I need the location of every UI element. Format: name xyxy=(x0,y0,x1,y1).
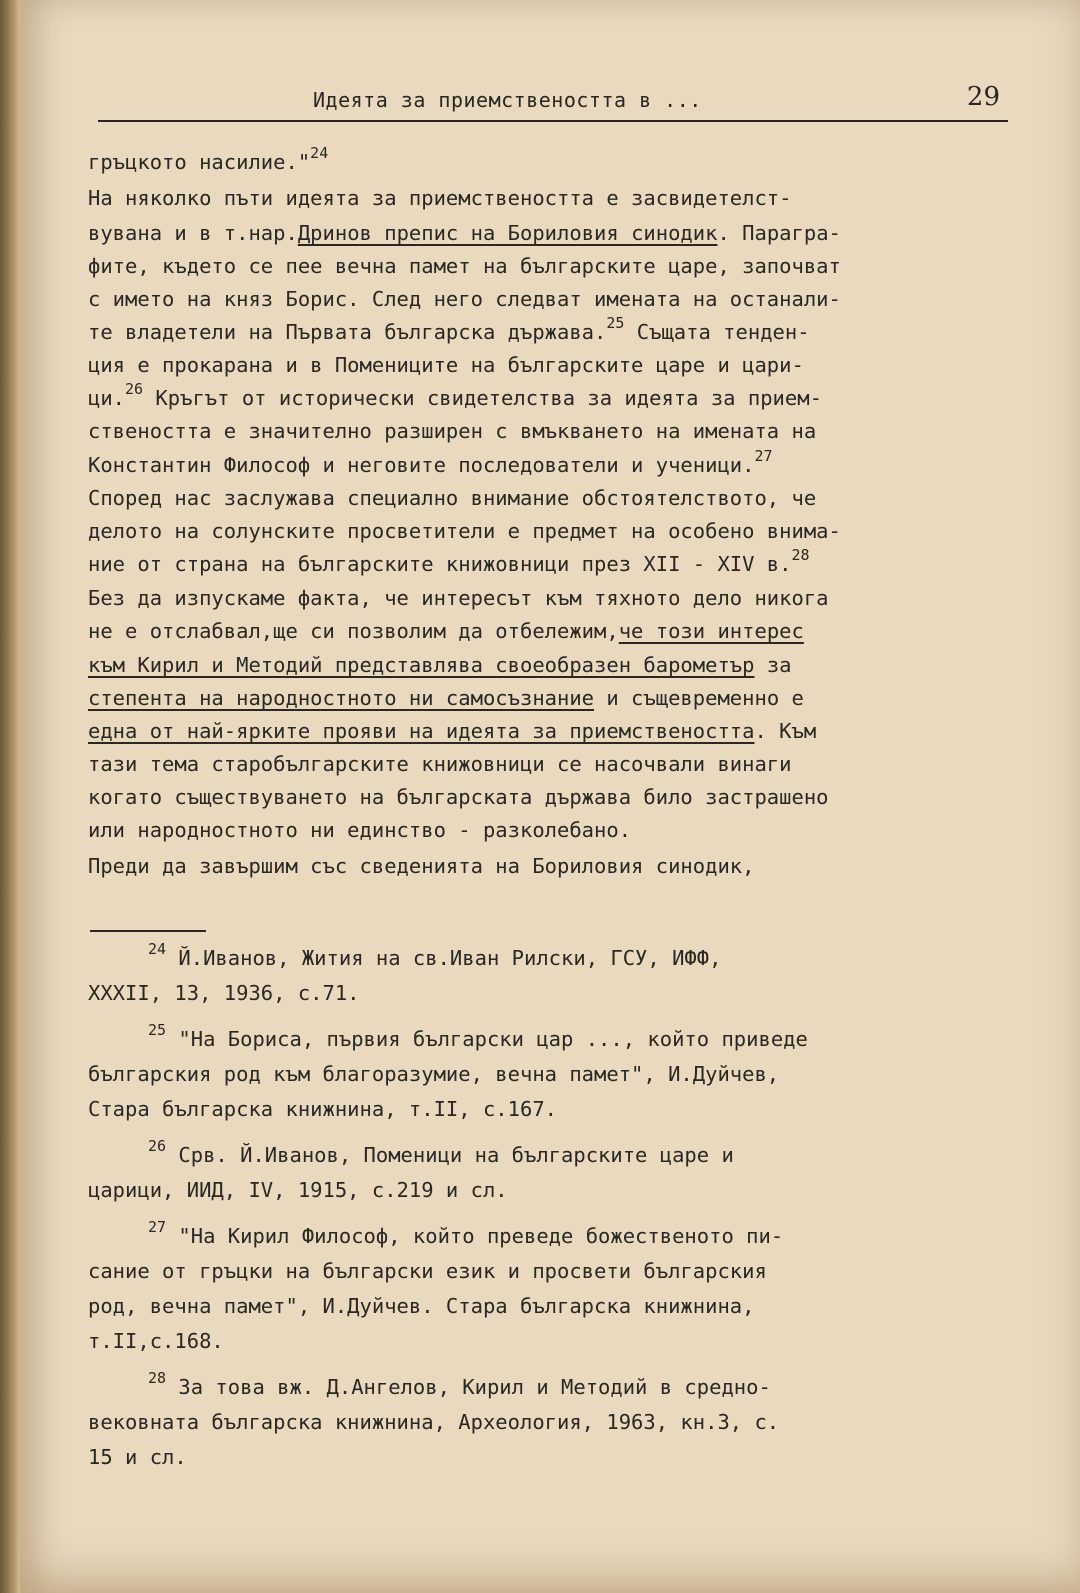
underlined-text: към Кирил и Методий представлява своеобразен барометър xyxy=(88,653,755,677)
line-text: делото на солунските просветители е предмет на особено внима- xyxy=(88,519,841,543)
line-text: сание от гръцки на български език и просвети българския xyxy=(88,1259,767,1283)
underlined-text: степента на народностното ни самосъзнание xyxy=(88,686,595,710)
line-text: XXXII, 13, 1936, с.71. xyxy=(88,981,360,1005)
line-text: . Към xyxy=(754,719,817,743)
body-line xyxy=(88,223,841,244)
page-number: 29 xyxy=(966,82,1000,112)
line-text: 15 и сл. xyxy=(88,1445,187,1469)
line-text: Кръгът от исторически свидетелства за идеята за прием- xyxy=(143,386,822,410)
footnote-line xyxy=(88,1064,779,1085)
line-text: "На Бориса, първия български цар ..., който приведе xyxy=(166,1027,808,1051)
line-text: с името на княз Борис. След него следват имената на останали- xyxy=(88,287,841,311)
body-line xyxy=(88,688,804,709)
line-text: ция е прокарана и в Помениците на българските царе и цари- xyxy=(88,353,804,377)
footnote-ref: 25 xyxy=(606,314,625,332)
line-text: Й.Иванов, Жития на св.Иван Рилски, ГСУ, ИФФ, xyxy=(166,946,722,970)
line-text: и същевременно е xyxy=(594,686,804,710)
line-text: На няколко пъти идеята за приемствеността е засвидетелст- xyxy=(88,186,792,210)
line-text: ние от страна на българските книжовници през XII - XIV в. xyxy=(88,552,792,576)
body-line xyxy=(88,521,841,542)
footnote-line xyxy=(88,983,360,1004)
footnote-line xyxy=(88,1331,224,1352)
footnote-line xyxy=(88,1447,187,1468)
body-line xyxy=(88,380,822,410)
line-text: или народностното ни единство - разколебано. xyxy=(88,818,632,842)
body-line xyxy=(88,655,792,676)
body-line xyxy=(88,289,841,310)
footnote-ref: 28 xyxy=(791,546,810,564)
body-line xyxy=(88,256,841,277)
page-edge xyxy=(0,0,20,1593)
footnote-line xyxy=(148,940,722,970)
footnote-separator xyxy=(90,930,206,932)
body-line xyxy=(88,314,810,344)
body-line xyxy=(88,621,804,642)
body-line xyxy=(88,546,810,576)
line-text: когато съществуването на българската държава било застрашено xyxy=(88,785,829,809)
body-line xyxy=(88,856,754,877)
footnote-line xyxy=(88,1296,754,1317)
footnote-line xyxy=(88,1261,767,1282)
body-line xyxy=(88,820,631,841)
footnote-number: 27 xyxy=(148,1218,167,1236)
footnote-line xyxy=(88,1180,508,1201)
line-text: вековната българска книжнина, Археология, 1963, кн.3, с. xyxy=(88,1410,780,1434)
line-text: за xyxy=(754,653,792,677)
line-text: вувана и в т.нар. xyxy=(88,221,298,245)
footnote-line xyxy=(148,1369,771,1399)
line-text: гръцкото насилие." xyxy=(88,150,311,174)
line-text: Преди да завършим със сведенията на Бориловия синодик, xyxy=(88,854,755,878)
line-text: Константин Философ и неговите последователи и ученици. xyxy=(88,453,755,477)
footnote-number: 24 xyxy=(148,940,167,958)
footnote-ref: 26 xyxy=(125,380,144,398)
line-text: ствеността е значително разширен с вмъкването на имената на xyxy=(88,419,817,443)
body-line xyxy=(88,721,816,742)
body-line xyxy=(88,787,829,808)
footnote-number: 28 xyxy=(148,1369,167,1387)
body-line xyxy=(88,421,816,442)
underlined-text: че този интерес xyxy=(618,619,804,643)
line-text: Според нас заслужава специално внимание обстоятелството, че xyxy=(88,486,817,510)
running-title: Идеята за приемствеността в ... xyxy=(313,88,702,112)
line-text: българския род към благоразумие, вечна памет", И.Дуйчев, xyxy=(88,1062,780,1086)
footnote-line xyxy=(88,1412,779,1433)
footnote-ref: 27 xyxy=(754,447,773,465)
body-line xyxy=(88,188,792,209)
footnote-line xyxy=(148,1218,784,1248)
underlined-text: една от най-ярките прояви на идеята за приемствеността xyxy=(88,719,755,743)
line-text: т.II,с.168. xyxy=(88,1329,224,1353)
line-text: не е отслабвал,ще си позволим да отбележим, xyxy=(88,619,619,643)
line-text: Срв. Й.Иванов, Поменици на българските царе и xyxy=(166,1143,734,1167)
line-text: "На Кирил Философ, който преведе божественото пи- xyxy=(166,1224,784,1248)
footnote-line xyxy=(148,1021,808,1051)
line-text: род, вечна памет", И.Дуйчев. Стара българска книжнина, xyxy=(88,1294,755,1318)
line-text: . Парагра- xyxy=(717,221,841,245)
line-text: царици, ИИД, IV, 1915, с.219 и сл. xyxy=(88,1178,508,1202)
footnote-line xyxy=(88,1099,557,1120)
underlined-text: Дринов препис на Бориловия синодик xyxy=(297,221,718,245)
body-line xyxy=(88,754,792,775)
body-line xyxy=(88,588,829,609)
footnote-number: 25 xyxy=(148,1021,167,1039)
footnote-ref: 24 xyxy=(310,144,329,162)
body-line xyxy=(88,447,773,477)
line-text: Стара българска книжнина, т.II, с.167. xyxy=(88,1097,557,1121)
body-line xyxy=(88,488,816,509)
footnote-line xyxy=(148,1137,734,1167)
body-line xyxy=(88,355,804,376)
line-text: Същата тенден- xyxy=(624,320,810,344)
footnote-number: 26 xyxy=(148,1137,167,1155)
line-text: За това вж. Д.Ангелов, Кирил и Методий в средно- xyxy=(166,1375,771,1399)
running-header xyxy=(98,82,1008,122)
body-line xyxy=(88,144,329,174)
line-text: те владетели на Първата българска държава. xyxy=(88,320,607,344)
line-text: фите, където се пее вечна памет на българските царе, започват xyxy=(88,254,841,278)
line-text: Без да изпускаме факта, че интересът към тяхното дело никога xyxy=(88,586,829,610)
line-text: тази тема старобългарските книжовници се насочвали винаги xyxy=(88,752,792,776)
line-text: ци. xyxy=(88,386,126,410)
